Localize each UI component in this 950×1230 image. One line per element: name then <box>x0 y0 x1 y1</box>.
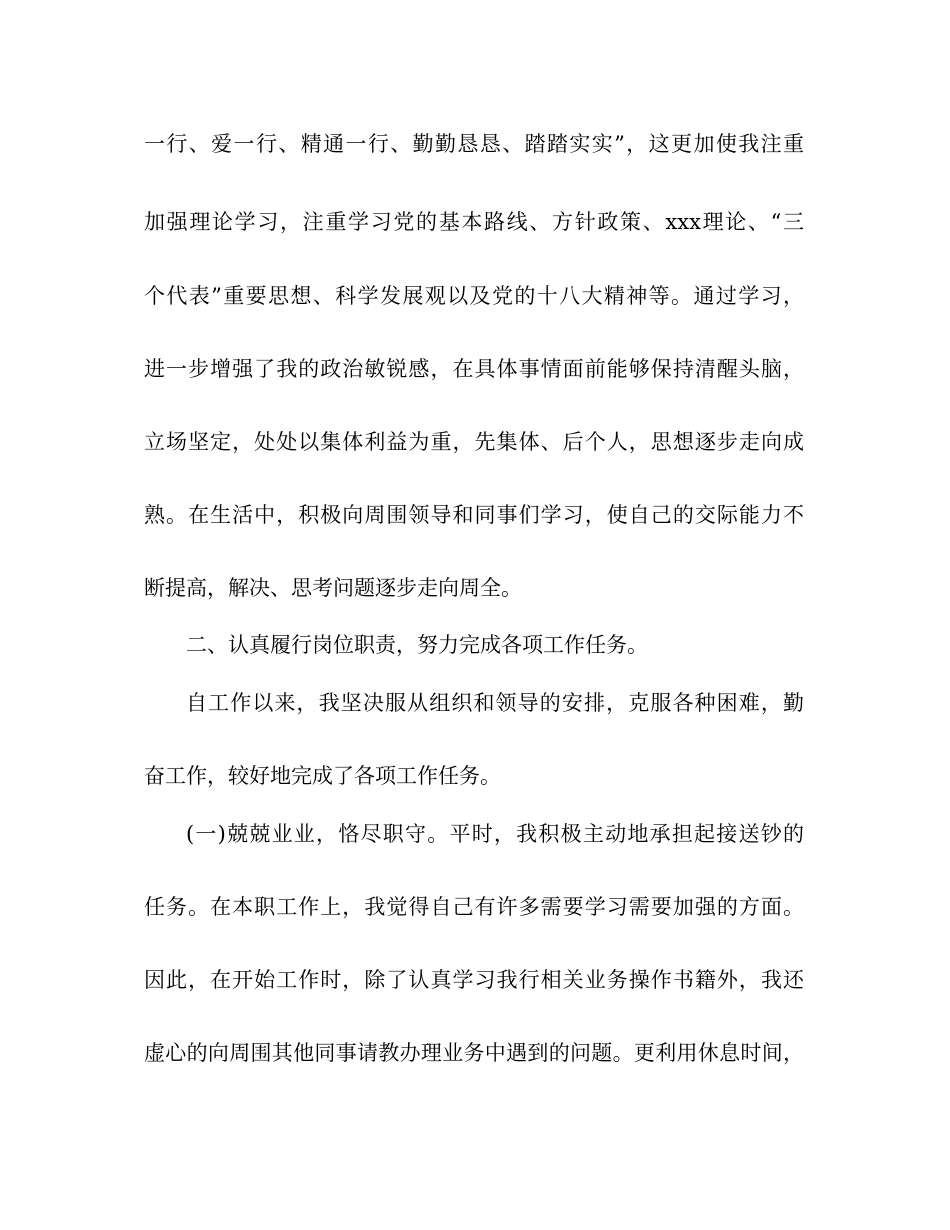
text-line-7: 断提高，解决、思考问题逐步走向周全。 <box>144 576 522 600</box>
text-line-5: 立场坚定，处处以集体利益为重，先集体、后个人，思想逐步走向成 <box>144 430 804 454</box>
text-line-13: 因此，在开始工作时，除了认真学习我行相关业务操作书籍外，我还 <box>144 968 804 992</box>
text-line-14: 虚心的向周围其他同事请教办理业务中遇到的问题。更利用休息时间， <box>144 1041 804 1065</box>
text-line-12: 任务。在本职工作上，我觉得自己有许多需要学习需要加强的方面。 <box>144 895 804 919</box>
text-line-2: 加强理论学习，注重学习党的基本路线、方针政策、xxx理论、“三 <box>144 210 804 234</box>
section-heading: 二、认真履行岗位职责，努力完成各项工作任务。 <box>186 633 648 657</box>
text-line-10: 奋工作，较好地完成了各项工作任务。 <box>144 764 501 788</box>
text-line-9: 自工作以来，我坚决服从组织和领导的安排，克服各种困难，勤 <box>186 691 804 715</box>
text-line-4: 进一步增强了我的政治敏锐感，在具体事情面前能够保持清醒头脑， <box>144 357 804 381</box>
text-line-6: 熟。在生活中，积极向周围领导和同事们学习，使自己的交际能力不 <box>144 503 804 527</box>
text-line-3: 个代表”重要思想、科学发展观以及党的十八大精神等。通过学习， <box>144 284 804 308</box>
text-line-1: 一行、爱一行、精通一行、勤勤恳恳、踏踏实实”，这更加使我注重 <box>144 132 804 156</box>
text-line-11: (一)兢兢业业，恪尽职守。平时，我积极主动地承担起接送钞的 <box>186 822 804 846</box>
